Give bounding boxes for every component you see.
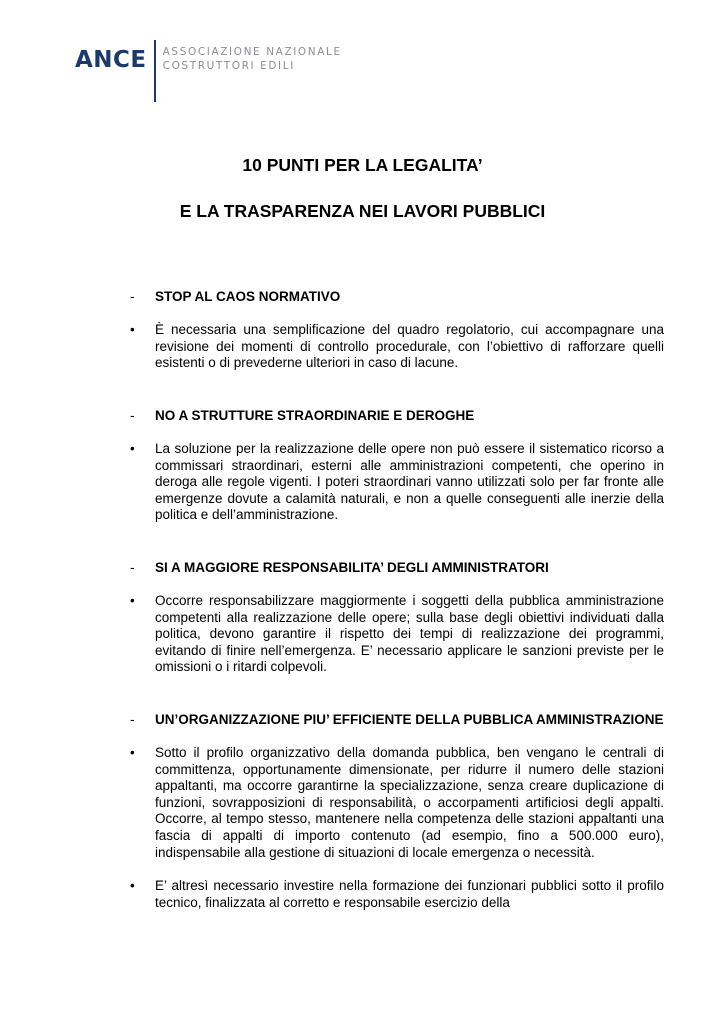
- dash-marker: -: [130, 289, 135, 304]
- bullet-icon: •: [130, 745, 135, 760]
- section-heading: [130, 288, 664, 305]
- section-heading: [130, 407, 664, 424]
- bullet-paragraph: [130, 441, 664, 524]
- section-heading-text: SI A MAGGIORE RESPONSABILITA’ DEGLI AMMINISTRATORI: [155, 560, 549, 575]
- logo-mark: ANCE: [75, 47, 147, 73]
- bullet-paragraph: [130, 322, 664, 372]
- dash-marker: -: [130, 712, 135, 727]
- logo-line-1: ASSOCIAZIONE NAZIONALE: [162, 46, 342, 58]
- logo-line-2: COSTRUTTORI EDILI: [162, 60, 295, 72]
- section-heading: [130, 559, 664, 576]
- section-heading-text: UN’ORGANIZZAZIONE PIU’ EFFICIENTE DELLA PUBBLICA AMMINISTRAZIONE: [155, 712, 664, 727]
- ance-logo: [75, 40, 342, 102]
- section-3: [130, 559, 664, 676]
- section-heading-text: STOP AL CAOS NORMATIVO: [155, 289, 341, 304]
- bullet-paragraph: [130, 745, 664, 861]
- document-title-line-2: E LA TRASPARENZA NEI LAVORI PUBBLICI: [179, 201, 546, 221]
- bullet-paragraph: [130, 593, 664, 676]
- logo-divider: [154, 40, 156, 102]
- paragraph-text: La soluzione per la realizzazione delle opere non può essere il sistematico ricorso a commissari straordinari, esterni alle amministrazioni competenti, che operino in deroga alle regole vigenti. I poteri straordinari vanno utilizzati solo per far fronte alle emergenze dovute a calamità naturali, e non a quelle conseguenti alle inerzie della politica e dell’amministrazione.: [155, 441, 664, 523]
- bullet-icon: •: [130, 441, 135, 456]
- paragraph-text: E’ altresì necessario investire nella formazione dei funzionari pubblici sotto il profilo tecnico, finalizzata al corretto e responsabile esercizio della: [155, 878, 664, 910]
- document-title-line-1: 10 PUNTI PER LA LEGALITA’: [242, 155, 483, 175]
- section-2: [130, 407, 664, 524]
- logo-text: [163, 45, 342, 73]
- dash-marker: -: [130, 560, 135, 575]
- bullet-icon: •: [130, 878, 135, 894]
- paragraph-text: Sotto il profilo organizzativo della domanda pubblica, ben vengano le centrali di committenza, opportunamente dimensionate, per ridurre il numero delle stazioni appaltanti, ma occorre garantirne la specializzazione, senza creare duplicazione di funzioni, sovrapposizioni di responsabilità, o accorpamenti artificiosi degli appalti. Occorre, al tempo stesso, mantenere nella competenza delle stazioni appaltanti una fascia di appalti di importo contenuto (ad esempio, fino a 500.000 euro), indispensabile alla gestione di situazioni di locale emergenza o necessità.: [155, 745, 664, 860]
- bullet-paragraph: [130, 878, 664, 911]
- paragraph-text: Occorre responsabilizzare maggiormente i soggetti della pubblica amministrazione competenti alla realizzazione delle opere; sulla base degli obiettivi individuati dalla politica, devono garantire il rispetto dei tempi di realizzazione dei programmi, evitando di finire nell’emergenza. E’ necessario applicare le sanzioni previste per le omissioni o i ritardi colpevoli.: [155, 593, 664, 675]
- section-heading-text: NO A STRUTTURE STRAORDINARIE E DEROGHE: [155, 408, 475, 423]
- bullet-icon: •: [130, 322, 135, 337]
- section-4: [130, 711, 664, 911]
- dash-marker: -: [130, 408, 135, 423]
- section-1: [130, 288, 664, 372]
- section-heading: [130, 711, 664, 728]
- bullet-icon: •: [130, 593, 135, 608]
- paragraph-text: È necessaria una semplificazione del quadro regolatorio, cui accompagnare una revisione dei momenti di controllo procedurale, con l’obiettivo di rafforzare quelli esistenti o di prevederne ulteriori in caso di lacune.: [155, 322, 664, 371]
